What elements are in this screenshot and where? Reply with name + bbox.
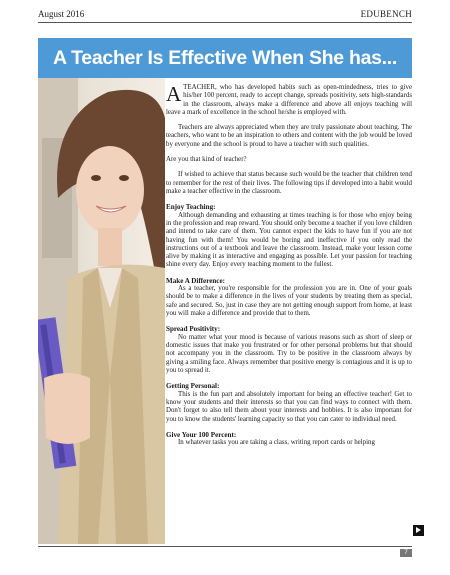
- title-banner: [38, 38, 412, 78]
- section-heading: Make A Difference:: [166, 276, 225, 285]
- publication-name: EDUBENCH: [360, 9, 412, 19]
- drop-cap: A: [166, 84, 182, 106]
- article-title: A Teacher Is Effective When She has...: [52, 47, 398, 69]
- page-number: 7: [400, 549, 412, 557]
- section-heading: Enjoy Teaching:: [166, 203, 216, 212]
- section-heading: Getting Personal:: [166, 382, 220, 391]
- section-body: This is the fun part and absolutely important for being an effective teacher! Get to know your students and their interests so that you can find ways to connect with them. Don't forget to also tell them about your interests and hobbies. It is also important for you to know the students' learning capacity so that you can cater to individual need.: [166, 390, 412, 423]
- section-body: No matter what your mood is because of various reasons such as short of sleep or domestic issues that make you frustrated or for other personal problems but that should not accompany you in the classroom. Try to be positive in the classroom always by giving a smiling face. Always remember that positive energy is contagious and it is up to you to spread it.: [166, 333, 412, 374]
- article-body: [166, 84, 412, 542]
- page-header: [38, 8, 412, 23]
- teacher-photo: [38, 78, 165, 544]
- intro-paragraph: [166, 84, 412, 117]
- section-heading: Give Your 100 Percent:: [166, 430, 237, 439]
- paragraph: Teachers are always appreciated when they are truly passionate about teaching. The teachers, who want to be an inspiration to others and content with the job would be loved by everyone and the school is proud to have a teacher with such qualities.: [166, 124, 412, 148]
- section-heading: Spread Positivity:: [166, 325, 221, 334]
- paragraph: Are you that kind of teacher?: [166, 156, 247, 164]
- section-body: As a teacher, you're responsible for the profession you are in. One of your goals should be to make a difference in the lives of your students by treating them as special, safe and secured. So, just in case they are not getting enough support from home, at least you will make a difference and provide that to them.: [166, 285, 412, 318]
- section-body: Although demanding and exhausting at times teaching is for those who enjoy being in the profession and reap reward. You should only become a teacher if you love children and intend to take care of them. You cannot expect the kids to have fun if you are not having fun with them! You would be boring and ineffective if you only read the instructions out of a textbook and leave the classroom. Instead, make your lesson come alive by making it as interactive and engaging as possible. Let your passion for teaching shine every day. Enjoy every teaching moment to the fullest.: [166, 211, 412, 269]
- section-body: In whatever tasks you are taking a class, writing report cards or helping: [178, 439, 375, 447]
- paragraph: If wished to achieve that status because such would be the teacher that children tend to remember for the rest of their lives. The following tips if developed into a habit would make a teacher effective in the classroom.: [166, 171, 412, 195]
- next-page-icon[interactable]: [413, 525, 424, 536]
- teacher-illustration: [38, 78, 165, 544]
- page-footer: [38, 546, 412, 557]
- intro-text: TEACHER, who has developed habits such as open-mindedness, tries to give his/her 100 percent, ready to accept change, spreads positivity, sets high-standards in the classroom, always make a difference and above all enjoys teaching will leave a mark of excellence in the school he/she is employed with.: [166, 84, 412, 116]
- issue-date: August 2016: [38, 9, 85, 19]
